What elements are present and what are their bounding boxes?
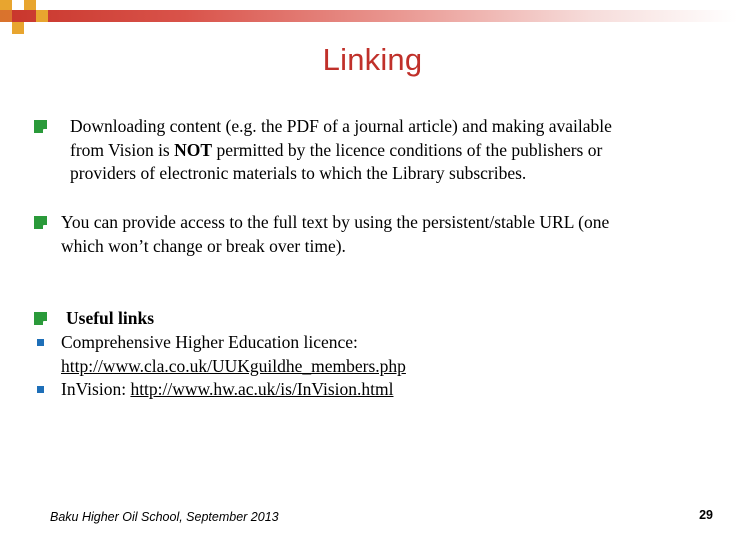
invision-link[interactable]: http://www.hw.ac.uk/is/InVision.html xyxy=(130,379,394,399)
footer-text: Baku Higher Oil School, September 2013 xyxy=(50,510,279,524)
text-span: from Vision is xyxy=(70,139,175,160)
accent-square xyxy=(24,0,36,10)
bullet-text xyxy=(70,115,612,186)
accent-square xyxy=(12,22,24,34)
checkbox-bullet-icon xyxy=(34,312,47,325)
header-gradient-bar xyxy=(0,10,737,22)
checkbox-bullet-icon xyxy=(34,216,47,229)
checkbox-bullet-icon xyxy=(34,120,47,133)
text-line: Downloading content (e.g. the PDF of a journal article) and making available xyxy=(70,116,612,136)
text-line xyxy=(70,139,612,163)
link-label: Comprehensive Higher Education licence: xyxy=(61,332,358,352)
square-bullet-icon xyxy=(37,339,44,346)
text-line: which won’t change or break over time). xyxy=(61,235,346,256)
slide-title: Linking xyxy=(322,42,423,77)
cla-link[interactable]: http://www.cla.co.uk/UUKguildhe_members.php xyxy=(61,355,406,376)
page-number: 29 xyxy=(699,508,713,522)
accent-square xyxy=(36,10,48,22)
useful-links-heading xyxy=(66,307,154,331)
link-item-cla xyxy=(61,331,406,378)
accent-square xyxy=(0,10,12,22)
link-item-invision xyxy=(61,378,394,402)
text-line: providers of electronic materials to which the Library subscribes. xyxy=(70,163,527,183)
heading-text: Useful links xyxy=(66,308,155,328)
square-bullet-icon xyxy=(37,386,44,393)
bullet-text xyxy=(61,211,609,258)
emphasis-not: NOT xyxy=(174,139,213,160)
text-line: You can provide access to the full text by using the persistent/stable URL (one xyxy=(61,212,610,232)
accent-square xyxy=(0,0,12,10)
link-label: InVision: xyxy=(61,379,131,399)
text-span: permitted by the licence conditions of the publishers or xyxy=(212,139,603,160)
